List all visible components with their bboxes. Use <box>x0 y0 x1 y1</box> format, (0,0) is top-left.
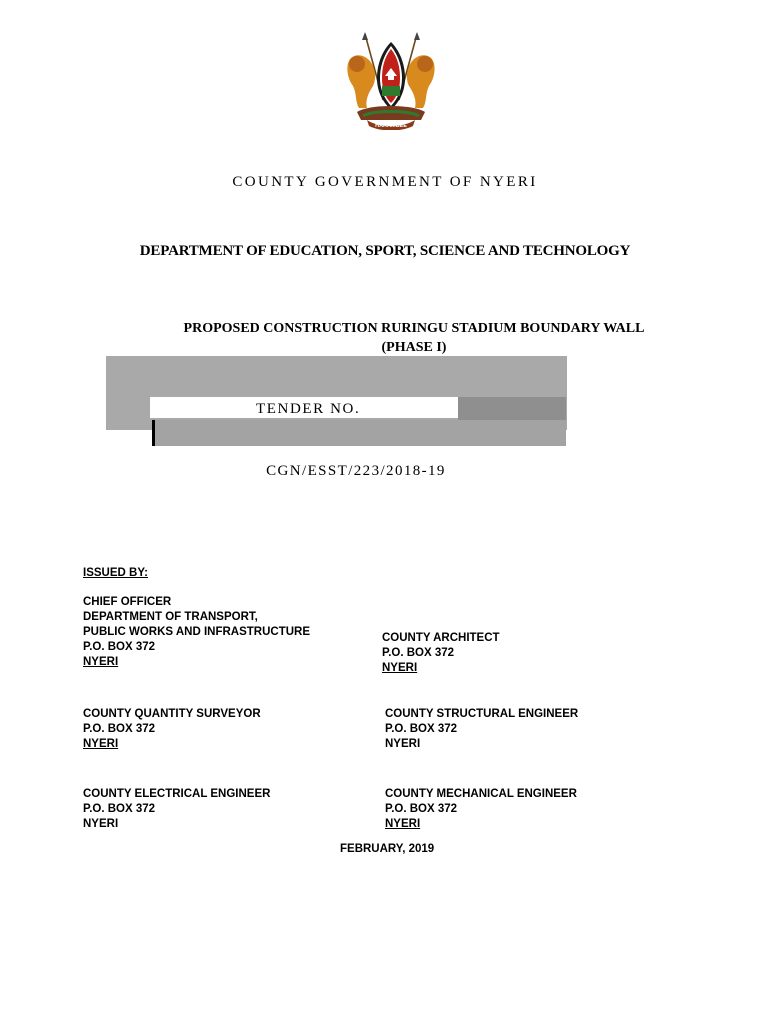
address-line: CHIEF OFFICER <box>83 596 172 608</box>
mechanical-engineer-address <box>385 787 577 832</box>
issue-date <box>340 842 434 857</box>
address-line: NYERI <box>83 656 119 668</box>
project-title-line2: (PHASE I) <box>381 340 447 355</box>
date-text: FEBRUARY, 2019 <box>340 843 435 855</box>
address-line: NYERI <box>83 738 119 750</box>
address-line: NYERI <box>382 662 418 674</box>
address-line: COUNTY STRUCTURAL ENGINEER <box>385 708 579 720</box>
margin-bar <box>152 420 155 446</box>
address-line: NYERI <box>385 818 421 830</box>
address-line: DEPARTMENT OF TRANSPORT, <box>83 611 258 623</box>
department-title: DEPARTMENT OF EDUCATION, SPORT, SCIENCE AND TECHNOLOGY <box>139 243 631 259</box>
address-line: P.O. BOX 372 <box>382 647 455 659</box>
quantity-surveyor-address <box>83 707 261 752</box>
shaded-lower-band <box>152 420 566 446</box>
address-line: COUNTY MECHANICAL ENGINEER <box>385 788 577 800</box>
address-line: P.O. BOX 372 <box>385 803 458 815</box>
address-line: COUNTY ARCHITECT <box>382 632 500 644</box>
address-line: P.O. BOX 372 <box>83 641 156 653</box>
electrical-engineer-address <box>83 787 270 832</box>
address-line: NYERI <box>385 738 421 750</box>
issued-by-heading <box>83 566 148 581</box>
chief-officer-address <box>83 595 310 670</box>
project-title-line1: PROPOSED CONSTRUCTION RURINGU STADIUM BOUNDARY WALL <box>183 321 645 336</box>
address-line: P.O. BOX 372 <box>83 723 156 735</box>
county-title: COUNTY GOVERNMENT OF NYERI <box>232 174 538 190</box>
address-line: P.O. BOX 372 <box>83 803 156 815</box>
address-line: PUBLIC WORKS AND INFRASTRUCTURE <box>83 626 311 638</box>
structural-engineer-address <box>385 707 578 752</box>
issued-by-label: ISSUED BY: <box>83 567 148 579</box>
address-line: COUNTY QUANTITY SURVEYOR <box>83 708 261 720</box>
tender-number: CGN/ESST/223/2018-19 <box>266 463 446 479</box>
tender-label: TENDER NO. <box>256 401 361 417</box>
address-line: COUNTY ELECTRICAL ENGINEER <box>83 788 271 800</box>
address-line: P.O. BOX 372 <box>385 723 458 735</box>
address-line: NYERI <box>83 818 119 830</box>
motto-text: HARAMBEE <box>375 123 407 129</box>
shaded-strip <box>458 397 566 420</box>
coat-of-arms-emblem <box>343 30 439 130</box>
county-architect-address <box>382 631 500 676</box>
